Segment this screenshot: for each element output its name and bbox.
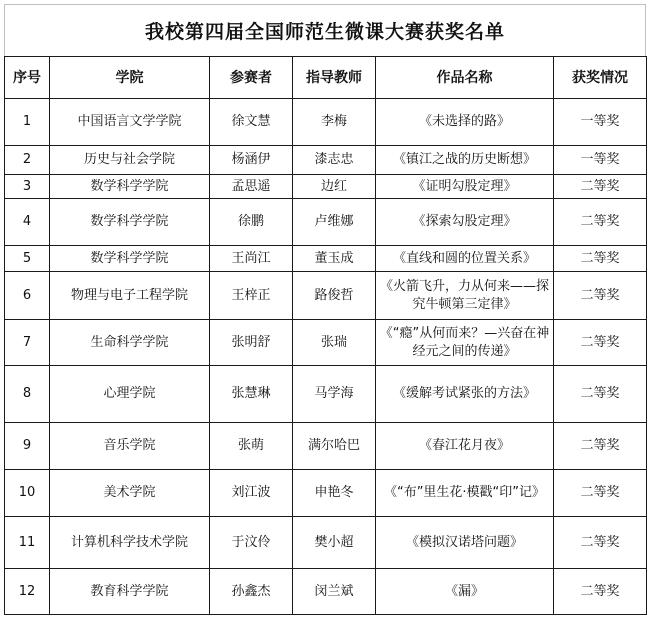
cell-no: 7	[5, 320, 50, 366]
cell-college: 计算机科学技术学院	[50, 517, 210, 569]
cell-award: 二等奖	[554, 272, 647, 320]
cell-advisor: 卢维娜	[293, 199, 376, 246]
cell-no: 2	[5, 146, 50, 175]
table-row	[5, 175, 647, 199]
cell-work: 《直线和圆的位置关系》	[376, 246, 554, 272]
cell-student: 王梓正	[210, 272, 293, 320]
cell-student: 孟思遥	[210, 175, 293, 199]
header-advisor: 指导教师	[293, 57, 376, 99]
cell-award: 二等奖	[554, 569, 647, 615]
cell-work: 《探索勾股定理》	[376, 199, 554, 246]
cell-work: 《火箭飞升，力从何来——探究牛顿第三定律》	[376, 272, 554, 320]
cell-college: 教育科学学院	[50, 569, 210, 615]
table-row	[5, 423, 647, 470]
cell-student: 孙鑫杰	[210, 569, 293, 615]
cell-no: 12	[5, 569, 50, 615]
cell-work: 《缓解考试紧张的方法》	[376, 366, 554, 423]
cell-student: 刘江波	[210, 470, 293, 517]
cell-college: 中国语言文学学院	[50, 99, 210, 146]
cell-advisor: 闵兰斌	[293, 569, 376, 615]
cell-college: 数学科学学院	[50, 246, 210, 272]
cell-college: 物理与电子工程学院	[50, 272, 210, 320]
cell-award: 一等奖	[554, 146, 647, 175]
cell-student: 徐文慧	[210, 99, 293, 146]
cell-no: 1	[5, 99, 50, 146]
cell-advisor: 路俊哲	[293, 272, 376, 320]
cell-college: 数学科学学院	[50, 199, 210, 246]
cell-student: 于汶伶	[210, 517, 293, 569]
header-no: 序号	[5, 57, 50, 99]
cell-student: 张明舒	[210, 320, 293, 366]
cell-student: 张慧琳	[210, 366, 293, 423]
cell-award: 二等奖	[554, 366, 647, 423]
cell-work: 《“瘾”从何而来？—兴奋在神经元之间的传递》	[376, 320, 554, 366]
cell-college: 音乐学院	[50, 423, 210, 470]
page-title: 我校第四届全国师范生微课大赛获奖名单	[4, 4, 646, 56]
cell-award: 一等奖	[554, 99, 647, 146]
cell-no: 6	[5, 272, 50, 320]
cell-award: 二等奖	[554, 470, 647, 517]
cell-work: 《证明勾股定理》	[376, 175, 554, 199]
cell-advisor: 马学海	[293, 366, 376, 423]
header-award: 获奖情况	[554, 57, 647, 99]
cell-student: 杨涵伊	[210, 146, 293, 175]
table-header-row	[5, 57, 647, 99]
cell-student: 张萌	[210, 423, 293, 470]
cell-award: 二等奖	[554, 517, 647, 569]
cell-college: 美术学院	[50, 470, 210, 517]
cell-student: 徐鹏	[210, 199, 293, 246]
table-row	[5, 320, 647, 366]
cell-no: 11	[5, 517, 50, 569]
cell-award: 二等奖	[554, 320, 647, 366]
cell-college: 历史与社会学院	[50, 146, 210, 175]
cell-work: 《春江花月夜》	[376, 423, 554, 470]
cell-advisor: 李梅	[293, 99, 376, 146]
cell-advisor: 张瑞	[293, 320, 376, 366]
cell-college: 生命科学学院	[50, 320, 210, 366]
award-table	[4, 56, 647, 615]
header-work: 作品名称	[376, 57, 554, 99]
cell-advisor: 申艳冬	[293, 470, 376, 517]
table-row	[5, 146, 647, 175]
header-college: 学院	[50, 57, 210, 99]
cell-no: 3	[5, 175, 50, 199]
cell-no: 4	[5, 199, 50, 246]
cell-work: 《“布”里生花·模戳“印”记》	[376, 470, 554, 517]
cell-work: 《镇江之战的历史断想》	[376, 146, 554, 175]
table-row	[5, 569, 647, 615]
header-student: 参赛者	[210, 57, 293, 99]
cell-award: 二等奖	[554, 199, 647, 246]
cell-student: 王尚江	[210, 246, 293, 272]
cell-college: 数学科学学院	[50, 175, 210, 199]
cell-advisor: 漆志忠	[293, 146, 376, 175]
cell-work: 《漏》	[376, 569, 554, 615]
table-row	[5, 199, 647, 246]
cell-award: 二等奖	[554, 246, 647, 272]
table-row	[5, 272, 647, 320]
table-row	[5, 99, 647, 146]
cell-no: 9	[5, 423, 50, 470]
table-row	[5, 366, 647, 423]
cell-advisor: 满尔哈巴	[293, 423, 376, 470]
cell-no: 8	[5, 366, 50, 423]
cell-advisor: 边红	[293, 175, 376, 199]
cell-work: 《模拟汉诺塔问题》	[376, 517, 554, 569]
cell-no: 5	[5, 246, 50, 272]
cell-work: 《未选择的路》	[376, 99, 554, 146]
table-row	[5, 246, 647, 272]
cell-college: 心理学院	[50, 366, 210, 423]
cell-no: 10	[5, 470, 50, 517]
cell-advisor: 樊小超	[293, 517, 376, 569]
cell-award: 二等奖	[554, 175, 647, 199]
table-row	[5, 470, 647, 517]
table-row	[5, 517, 647, 569]
cell-award: 二等奖	[554, 423, 647, 470]
cell-advisor: 董玉成	[293, 246, 376, 272]
